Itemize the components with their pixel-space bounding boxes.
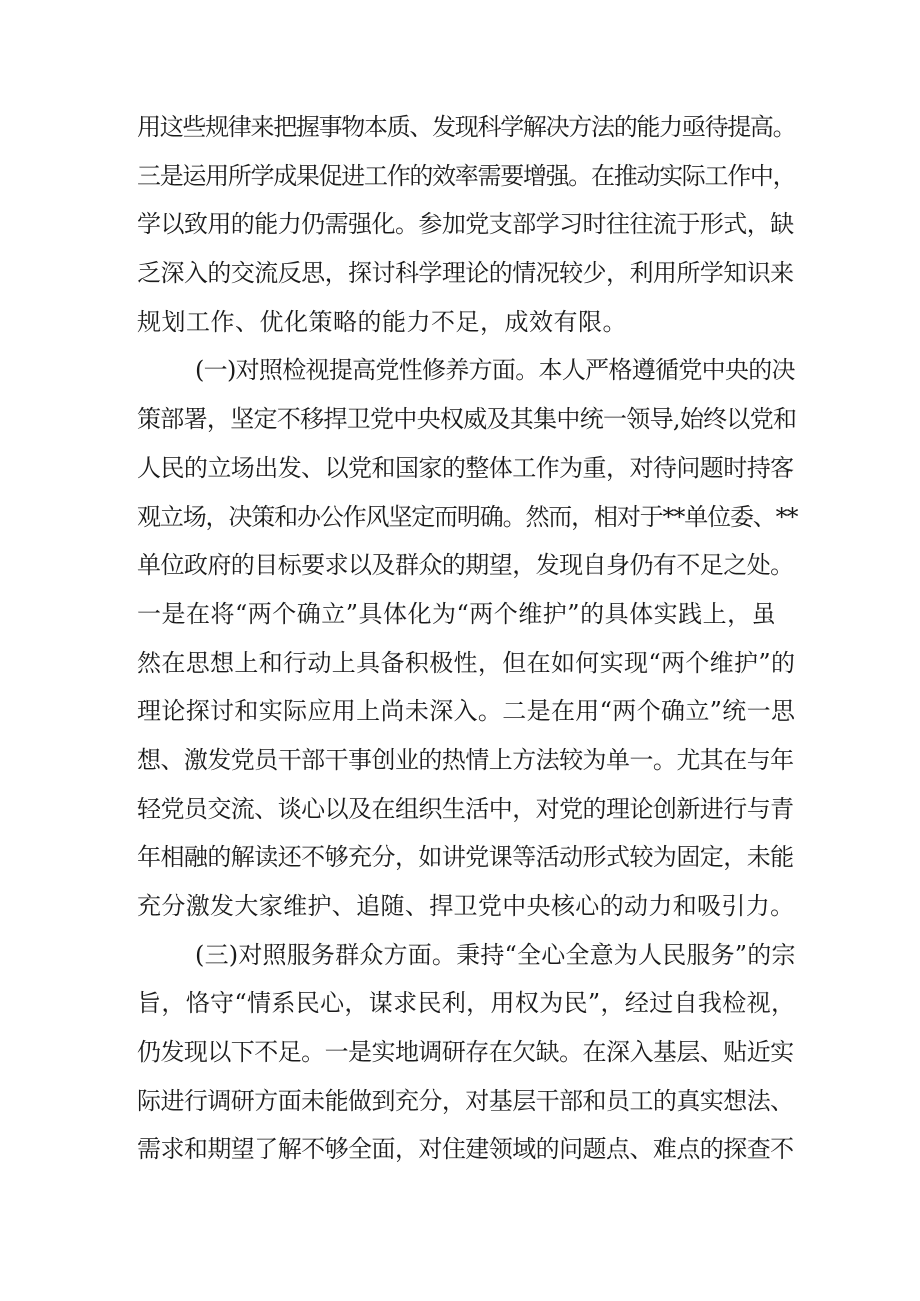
section-heading-line: (三)对照服务群众方面。秉持“全心全意为人民服务”的宗 (195, 940, 796, 969)
text-line: 轻党员交流、谈心以及在组织生活中，对党的理论创新进行与青 (137, 794, 794, 823)
text-line: 年相融的解读还不够充分，如讲党课等活动形式较为固定，未能 (137, 843, 794, 872)
text-line: 理论探讨和实际应用上尚未深入。二是在用“两个确立”统一思 (137, 697, 796, 726)
text-line: 际进行调研方面未能做到充分，对基层干部和员工的真实想法、 (137, 1086, 794, 1115)
text-line: 用这些规律来把握事物本质、发现科学解决方法的能力亟待提高。 (137, 113, 796, 141)
text-line: 一是在将“两个确立”具体化为“两个维护”的具体实践上，虽 (137, 599, 777, 628)
text-line: 想、激发党员干部干事创业的热情上方法较为单一。尤其在与年 (137, 745, 794, 774)
text-line: 三是运用所学成果促进工作的效率需要增强。在推动实际工作中， (137, 161, 796, 190)
text-line: 乏深入的交流反思，探讨科学理论的情况较少，利用所学知识来 (137, 259, 794, 288)
section-heading-line: (一)对照检视提高党性修养方面。本人严格遵循党中央的决 (195, 356, 795, 385)
text-line: 学以致用的能力仍需强化。参加党支部学习时往往流于形式，缺 (137, 210, 794, 239)
text-line: 策部署，坚定不移捍卫党中央权威及其集中统一领导,始终以党和 (137, 405, 797, 434)
document-body (137, 103, 797, 1174)
text-line: 单位政府的目标要求以及群众的期望，发现自身仍有不足之处。 (137, 551, 794, 580)
text-line: 观立场，决策和办公作风坚定而明确。然而，相对于**单位委、** (137, 502, 798, 531)
text-line: 需求和期望了解不够全面，对住建领域的问题点、难点的探查不 (137, 1135, 794, 1164)
text-line: 旨，恪守“情系民心，谋求民利，用权为民”，经过自我检视， (137, 989, 796, 1018)
text-line: 人民的立场出发、以党和国家的整体工作为重，对待问题时持客 (137, 453, 794, 482)
text-line: 仍发现以下不足。一是实地调研存在欠缺。在深入基层、贴近实 (137, 1038, 794, 1067)
text-line: 充分激发大家维护、追随、捍卫党中央核心的动力和吸引力。 (137, 892, 795, 920)
text-line: 然在思想上和行动上具备积极性，但在如何实现“两个维护”的 (137, 648, 796, 677)
text-line: 规划工作、优化策略的能力不足，成效有限。 (137, 307, 627, 336)
